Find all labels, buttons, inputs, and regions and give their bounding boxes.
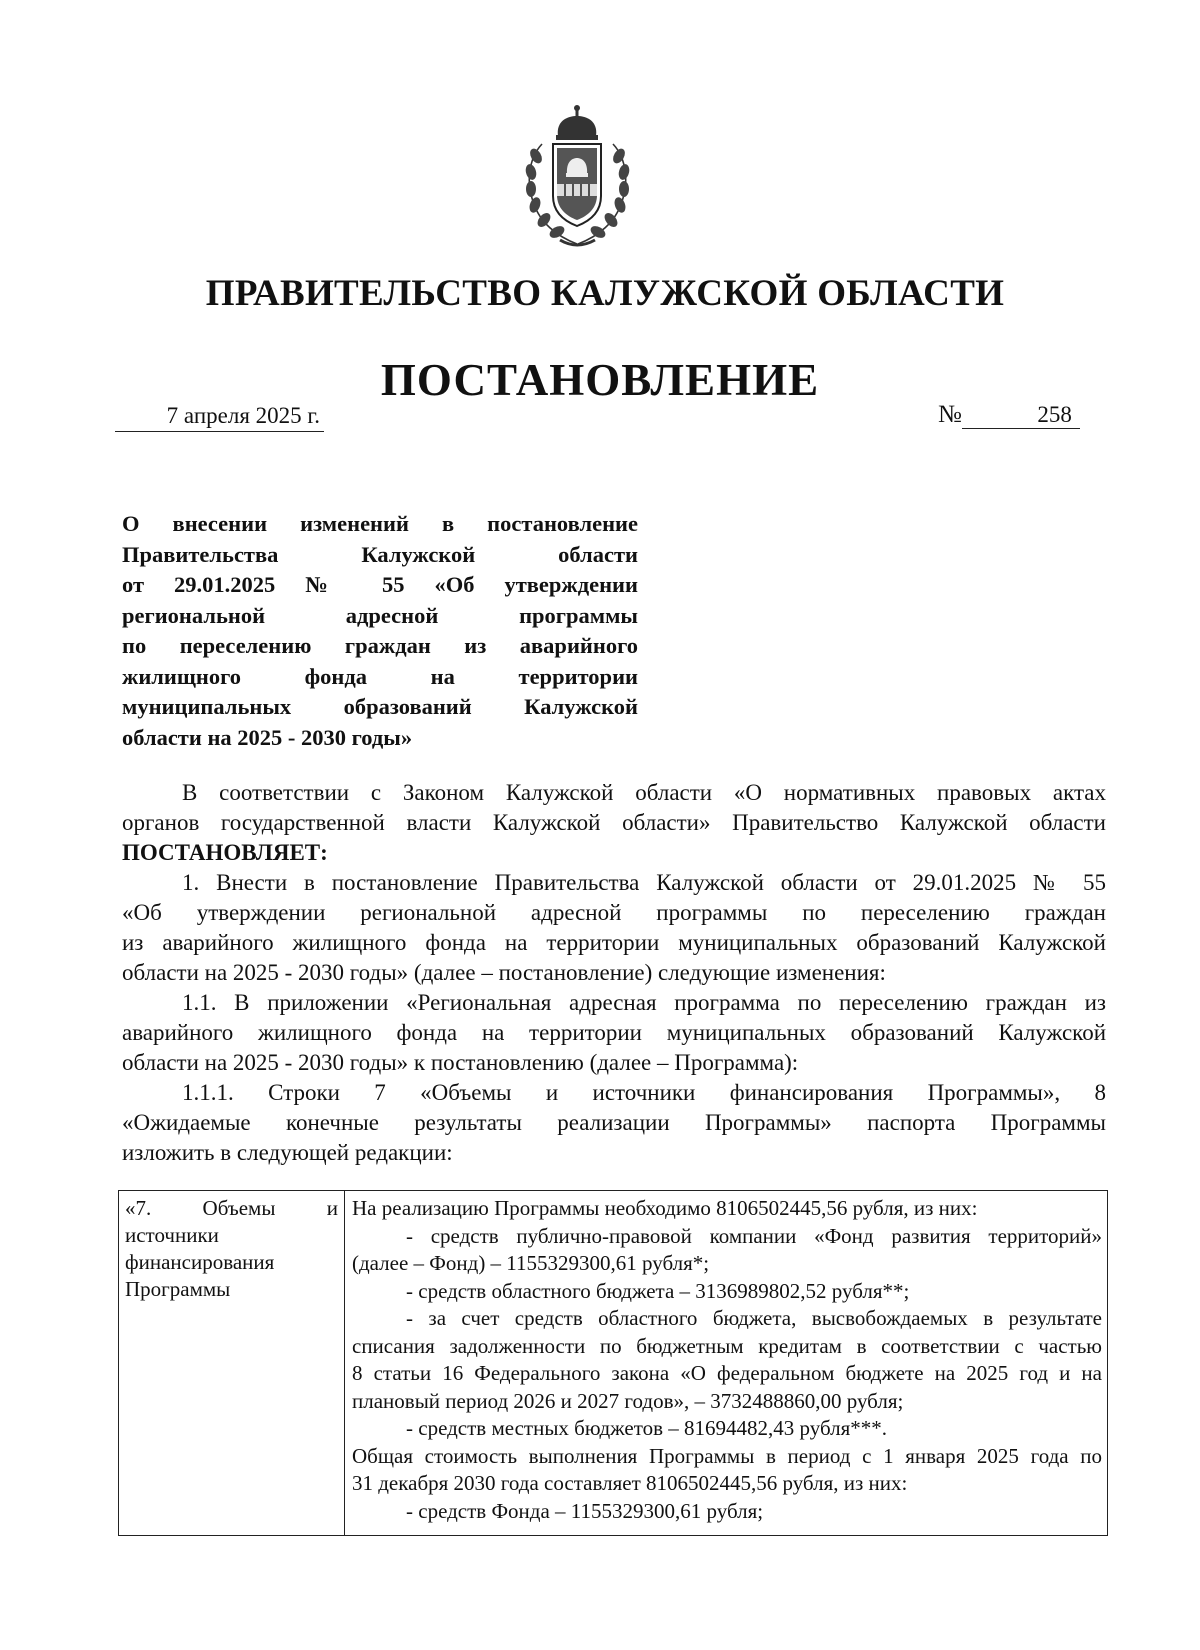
subject-line: от 29.01.2025 № 55 «Об утверждении	[122, 572, 638, 597]
content-line: - средств местных бюджетов – 81694482,43 рубля***.	[406, 1416, 888, 1440]
content-line: 8 статьи 16 Федерального закона «О федеральном бюджете на 2025 год и на	[352, 1361, 1102, 1385]
item1-line: «Об утверждении региональной адресной программы по переселению граждан	[122, 900, 1106, 925]
subject-line: Правительства Калужской области	[122, 541, 638, 567]
subject-line: жилищного фонда на территории	[122, 663, 638, 689]
item111-line: «Ожидаемые конечные результаты реализации Программы» паспорта Программы	[122, 1110, 1106, 1135]
table-row	[119, 1191, 1108, 1536]
content-line: плановый период 2026 и 2027 годов», – 3732488860,00 рубля;	[352, 1388, 904, 1413]
passport-table	[118, 1190, 1108, 1536]
content-line: На реализацию Программы необходимо 8106502445,56 рубля, из них:	[352, 1196, 978, 1220]
coat-of-arms-emblem	[520, 104, 635, 249]
item11-line: аварийного жилищного фонда на территории муниципальных образований Калужской	[122, 1020, 1106, 1045]
decree-word: ПОСТАНОВЛЯЕТ:	[122, 840, 328, 865]
row-label-line: Программы	[125, 1277, 231, 1301]
item11-line: 1.1. В приложении «Региональная адресная программа по переселению граждан из	[182, 990, 1106, 1015]
content-line: (далее – Фонд) – 1155329300,61 рубля*;	[352, 1251, 710, 1275]
item111-line: 1.1.1. Строки 7 «Объемы и источники финансирования Программы», 8	[182, 1080, 1106, 1105]
row-content-cell	[345, 1191, 1108, 1536]
item1-line: 1. Внести в постановление Правительства Калужской области от 29.01.2025 № 55	[182, 870, 1106, 895]
document-type-title: ПОСТАНОВЛЕНИЕ	[380, 355, 820, 405]
document-number	[938, 401, 1080, 429]
row-label-line: источники	[125, 1223, 219, 1247]
content-line: Общая стоимость выполнения Программы в период с 1 января 2025 года по	[352, 1443, 1102, 1468]
document-subject	[122, 509, 638, 753]
subject-line: региональной адресной программы	[122, 602, 638, 628]
preamble-line: органов государственной власти Калужской области» Правительство Калужской области	[122, 810, 1106, 835]
document-body	[122, 778, 1106, 1168]
subject-line: муниципальных образований Калужской	[122, 694, 638, 719]
item1-line: из аварийного жилищного фонда на территории муниципальных образований Калужской	[122, 930, 1106, 955]
item111-line: изложить в следующей редакции:	[122, 1140, 453, 1165]
item1-line: области на 2025 - 2030 годы» (далее – постановление) следующие изменения:	[122, 960, 886, 985]
organization-title: ПРАВИТЕЛЬСТВО КАЛУЖСКОЙ ОБЛАСТИ	[205, 273, 1005, 314]
number-value: 258	[962, 402, 1080, 429]
content-line: 31 декабря 2030 года составляет 8106502445,56 рубля, из них:	[352, 1471, 908, 1495]
content-line: - средств Фонда – 1155329300,61 рубля;	[406, 1498, 764, 1523]
item11-line: области на 2025 - 2030 годы» к постановлению (далее – Программа):	[122, 1050, 799, 1075]
content-line: - средств публично-правовой компании «Фонд развития территорий»	[406, 1223, 1102, 1248]
preamble-line: В соответствии с Законом Калужской области «О нормативных правовых актах	[182, 780, 1106, 805]
subject-line: области на 2025 - 2030 годы»	[122, 724, 413, 750]
content-line: - за счет средств областного бюджета, высвобождаемых в результате	[406, 1306, 1102, 1330]
subject-line: по переселению граждан из аварийного	[122, 633, 638, 658]
row-label-cell	[119, 1191, 345, 1536]
row-label-line: финансирования	[125, 1250, 275, 1274]
content-line: списания задолженности по бюджетным кредитам в соответствии с частью	[352, 1333, 1102, 1358]
number-label: №	[938, 401, 962, 428]
content-line: - средств областного бюджета – 3136989802,52 рубля**;	[406, 1278, 910, 1303]
document-date: 7 апреля 2025 г.	[115, 403, 324, 432]
row-label-line: «7. Объемы и	[125, 1196, 338, 1220]
subject-line: О внесении изменений в постановление	[122, 511, 638, 536]
